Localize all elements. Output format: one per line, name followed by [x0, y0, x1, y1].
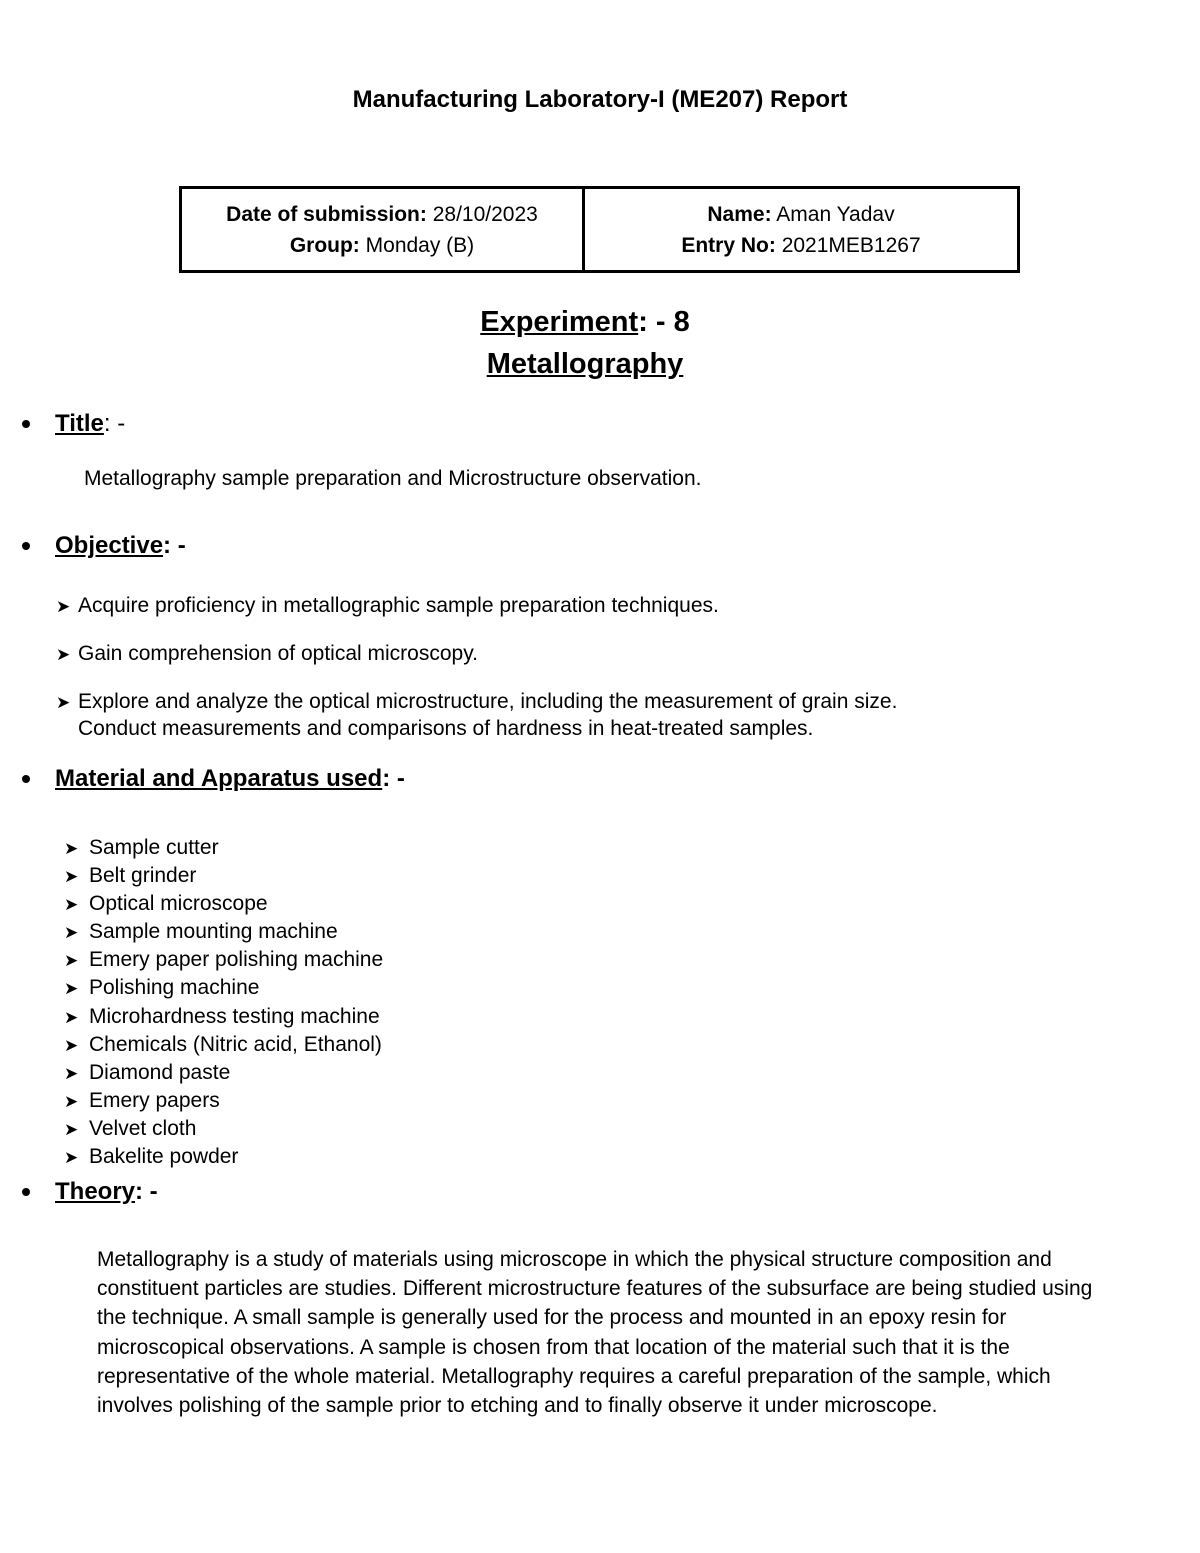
group-line	[290, 230, 474, 261]
date-line	[226, 199, 538, 230]
experiment-label: Experiment	[480, 306, 639, 338]
material-item-text: Microhardness testing machine	[89, 1004, 380, 1028]
list-item	[64, 834, 664, 862]
arrowhead-icon: ➤	[56, 645, 71, 664]
list-item	[64, 890, 664, 918]
arrowhead-icon: ➤	[64, 1063, 79, 1083]
theory-paragraph: Metallography is a study of materials using microscope in which the physical structure composition and constituent particles are studies. Different microstructure features of the subsurface are being studied using the technique. A small sample is generally used for the process and mounted in an epoxy resin for microscopical observations. A sample is chosen from that location of the material such that it is the representative of the whole material. Metallography requires a careful preparation of the sample, which involves polishing of the sample prior to etching and to finally observe it under microscope.	[97, 1248, 1093, 1418]
section-title-heading	[22, 410, 125, 438]
entry-label: Entry No:	[681, 233, 776, 257]
objective-item-line: Explore and analyze the optical microstructure, including the measurement of grain size.	[78, 690, 898, 713]
experiment-number: : - 8	[638, 306, 690, 338]
entry-line	[681, 230, 920, 261]
list-item	[64, 1143, 664, 1171]
section-objective-label: Objective	[55, 532, 164, 559]
section-materials-label: Material and Apparatus used	[55, 765, 383, 792]
group-value: Monday (B)	[365, 233, 475, 257]
list-item	[64, 1087, 664, 1115]
info-cell-student	[585, 189, 1017, 270]
report-title: Manufacturing Laboratory-I (ME207) Report	[352, 86, 848, 113]
arrowhead-icon: ➤	[64, 1148, 79, 1168]
material-item-text: Emery paper polishing machine	[89, 948, 384, 972]
arrowhead-icon: ➤	[64, 1007, 79, 1027]
objective-item-text: Gain comprehension of optical microscopy.	[78, 642, 478, 665]
material-item-text: Diamond paste	[89, 1060, 231, 1084]
arrowhead-icon: ➤	[64, 1091, 79, 1111]
section-materials-suffix: : -	[382, 765, 405, 792]
material-item-text: Emery papers	[89, 1088, 220, 1112]
objective-item-text	[78, 688, 897, 742]
section-objective-heading	[22, 532, 186, 560]
section-title-label: Title	[55, 410, 104, 437]
material-item-text: Sample cutter	[89, 836, 219, 859]
bullet-icon	[22, 775, 30, 783]
list-item	[64, 1115, 664, 1143]
objective-item-line: Conduct measurements and comparisons of hardness in heat-treated samples.	[78, 717, 814, 740]
list-item	[64, 1059, 664, 1087]
list-item	[64, 862, 664, 890]
bullet-icon	[22, 420, 30, 428]
info-table	[179, 186, 1020, 273]
experiment-name: Metallography	[486, 348, 684, 380]
list-item	[64, 1031, 664, 1059]
info-cell-submission	[182, 189, 585, 270]
arrowhead-icon: ➤	[56, 597, 71, 616]
section-theory-heading	[22, 1178, 158, 1206]
section-theory-label: Theory	[55, 1178, 136, 1205]
arrowhead-icon: ➤	[64, 1035, 79, 1055]
material-item-text: Polishing machine	[89, 976, 260, 1000]
bullet-icon	[22, 1188, 30, 1196]
objective-list	[56, 592, 1056, 742]
date-value: 28/10/2023	[432, 202, 538, 226]
bullet-icon	[22, 542, 30, 550]
list-item	[64, 1003, 664, 1031]
experiment-number-heading	[0, 306, 1170, 339]
arrowhead-icon: ➤	[64, 951, 79, 971]
arrowhead-icon: ➤	[64, 1119, 79, 1139]
material-item-text: Velvet cloth	[89, 1116, 197, 1140]
materials-list	[64, 834, 664, 1171]
objective-item-text: Acquire proficiency in metallographic sample preparation techniques.	[78, 594, 719, 617]
section-theory-suffix: : -	[135, 1178, 158, 1205]
name-label: Name:	[707, 202, 772, 226]
list-item	[64, 946, 664, 974]
arrowhead-icon: ➤	[64, 839, 79, 858]
experiment-name-heading	[0, 348, 1170, 381]
entry-value: 2021MEB1267	[781, 233, 921, 257]
list-item	[64, 918, 664, 946]
material-item-text: Bakelite powder	[89, 1145, 239, 1169]
material-item-text: Sample mounting machine	[89, 920, 338, 944]
arrowhead-icon: ➤	[64, 895, 79, 915]
section-objective-suffix: : -	[163, 532, 186, 559]
section-title-suffix: : -	[103, 410, 126, 437]
date-label: Date of submission:	[226, 202, 427, 226]
arrowhead-icon: ➤	[64, 979, 79, 999]
section-materials-heading	[22, 765, 405, 793]
title-text: Metallography sample preparation and Microstructure observation.	[84, 467, 702, 490]
arrowhead-icon: ➤	[56, 693, 71, 712]
name-line	[707, 199, 894, 230]
arrowhead-icon: ➤	[64, 923, 79, 943]
list-item	[64, 974, 664, 1002]
material-item-text: Belt grinder	[89, 864, 197, 888]
list-item	[56, 688, 1056, 742]
name-value: Aman Yadav	[776, 202, 895, 226]
arrowhead-icon: ➤	[64, 867, 79, 887]
material-item-text: Optical microscope	[89, 892, 268, 916]
list-item	[56, 642, 1056, 666]
list-item	[56, 592, 1056, 620]
material-item-text: Chemicals (Nitric acid, Ethanol)	[89, 1032, 382, 1056]
group-label: Group:	[289, 233, 360, 257]
